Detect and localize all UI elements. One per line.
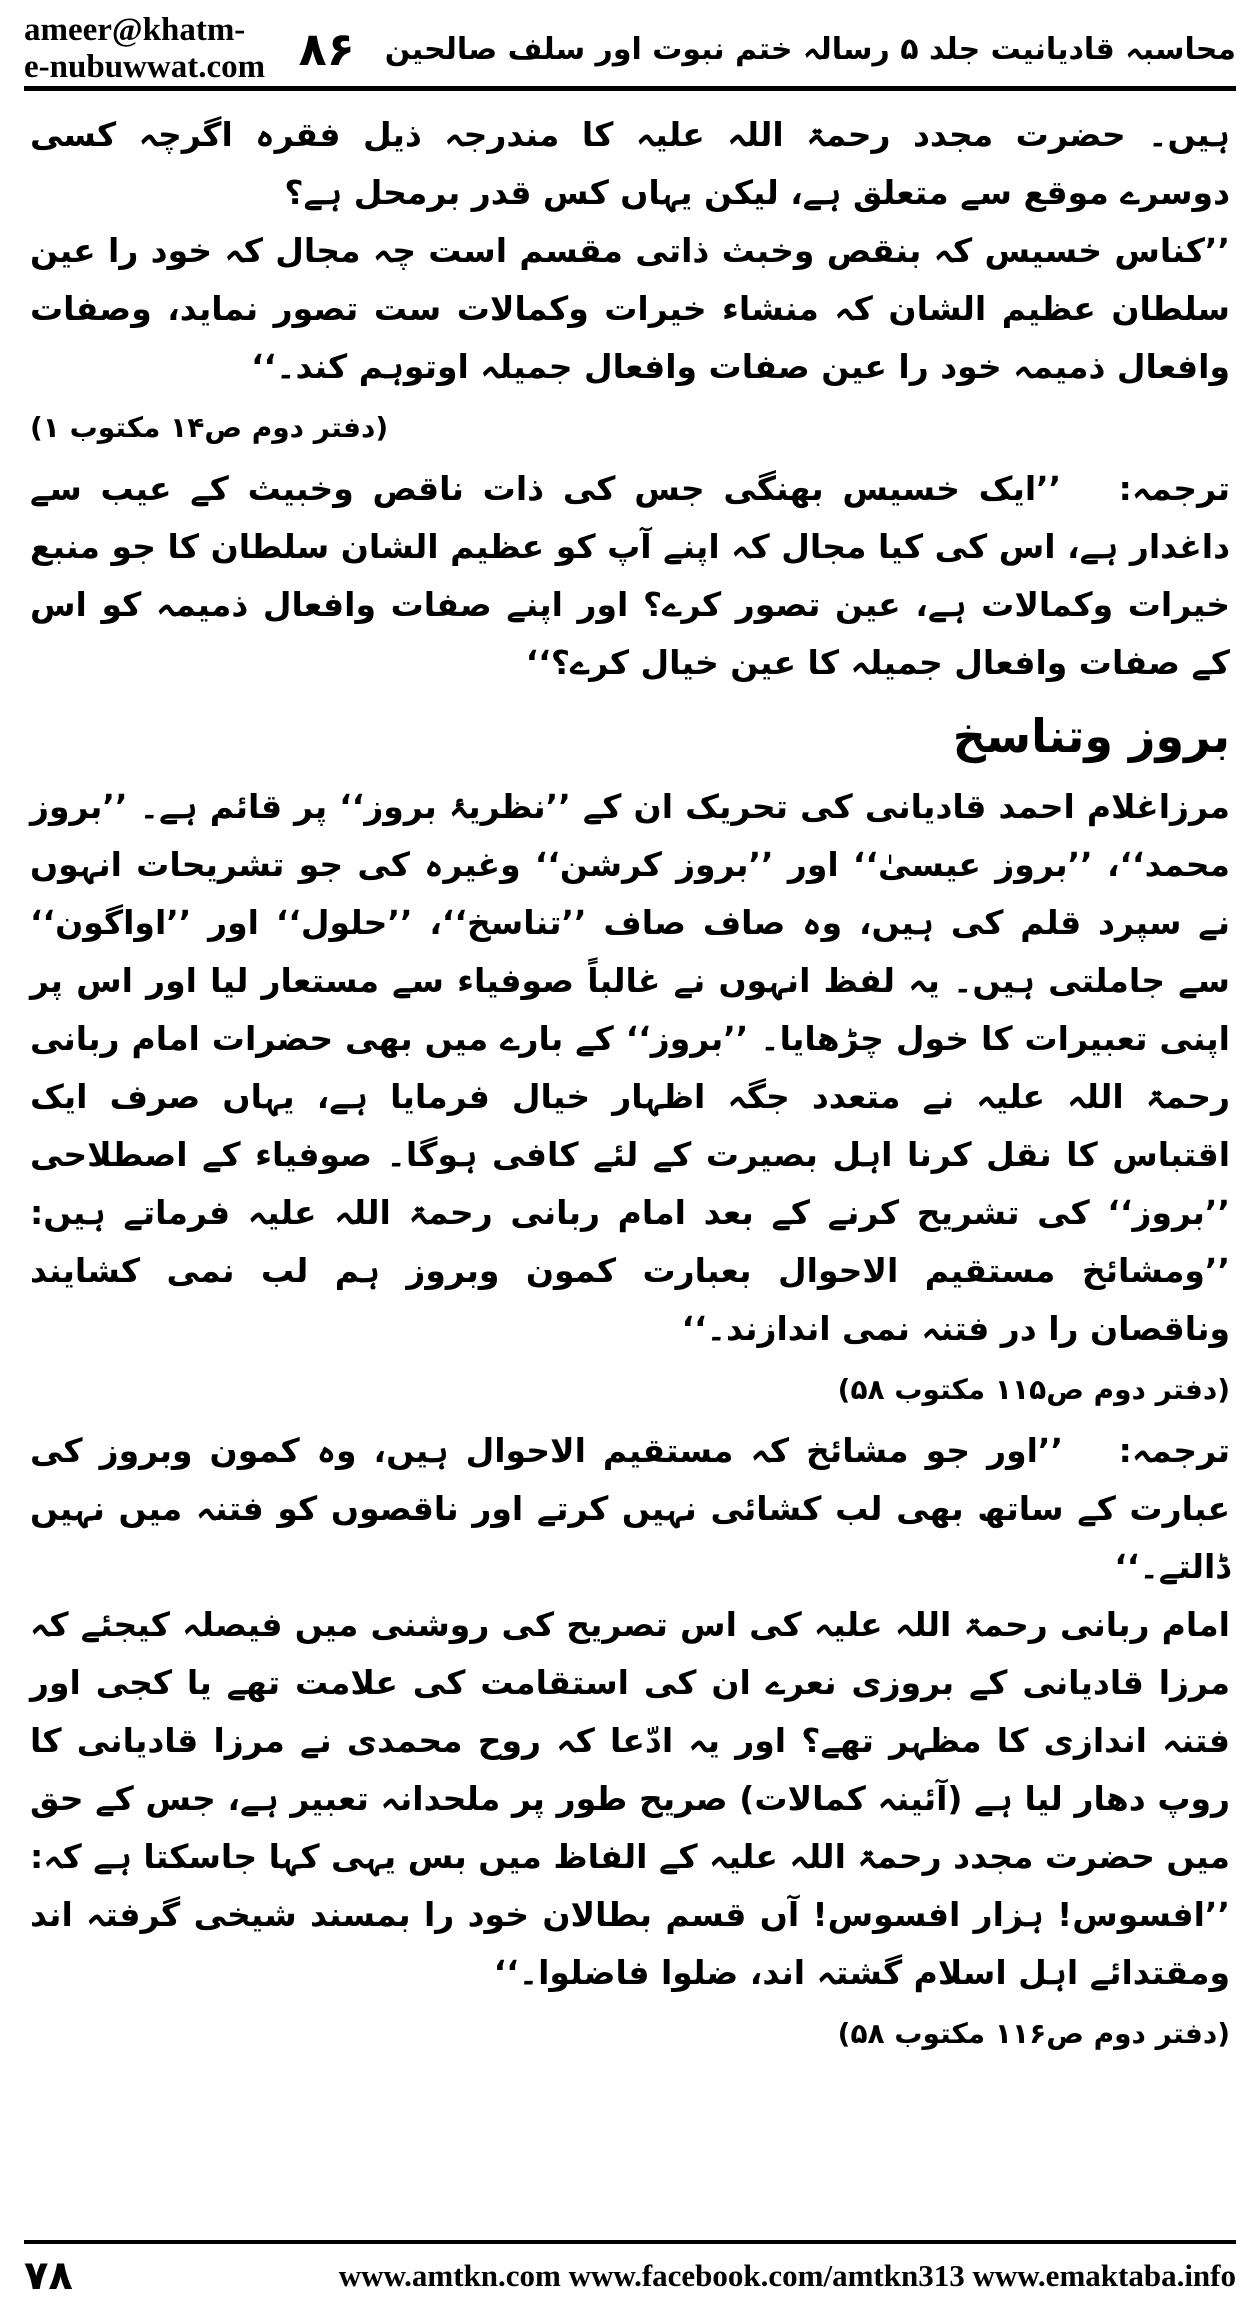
paragraph-buruz: مرزاغلام احمد قادیانی کی تحریک ان کے ’’نظریۂ بروز‘‘ پر قائم ہے۔ ’’بروز محمد‘‘، ’’بروز عیسیٰ‘‘ اور ’’بروز کرشن‘‘ وغیرہ کی جو تشریحات انہوں نے سپرد قلم کی ہیں، وہ صاف صاف ’’تناسخ‘‘، ’’حلول‘‘ اور ’’اواگون‘‘ سے جاملتی ہیں۔ یہ لفظ انہوں نے غالباً صوفیاء سے مستعار لیا اور اس پر اپنی تعبیرات کا خول چڑھایا۔ ’’بروز‘‘ کے بارے میں بھی حضرات امام ربانی رحمۃ اللہ علیہ نے متعدد جگہ اظہار خیال فرمایا ہے، یہاں صرف ایک اقتباس کا نقل کرنا اہل بصیرت کے لئے کافی ہوگا۔ صوفیاء کے اصطلاحی ’’بروز‘‘ کی تشریح کرنے کے بعد امام ربانی رحمۃ اللہ علیہ فرماتے ہیں: ’’ومشائخ مستقیم الاحوال بعبارت کمون وبروز ہم لب نمی کشایند وناقصان را در فتنہ نمی اندازند۔‘‘ [30,787,1230,1348]
header-running-title: محاسبہ قادیانیت جلد ۵ رسالہ ختم نبوت اور سلف صالحین [384,31,1236,67]
reference-2: (دفتر دوم ص۱۱۵ مکتوب ۵۸) [837,1373,1230,1406]
page-body [30,106,1230,2224]
footer-divider [24,2240,1236,2244]
section-heading: بروز وتناسخ [952,709,1230,763]
paragraph-intro: ہیں۔ حضرت مجدد رحمۃ اللہ علیہ کا مندرجہ ذیل فقرہ اگرچہ کسی دوسرے موقع سے متعلق ہے، لیکن یہاں کس قدر برمحل ہے؟ [30,115,1230,212]
quote-persian-1: ’’کناس خسیس کہ بنقص وخبث ذاتی مقسم است چہ مجال کہ خود را عین سلطان عظیم الشان کہ منشاء خیرات وکمالات ست تصور نماید، وصفات وافعال ذمیمہ خود را عین صفات وافعال جمیلہ اوتوہم کند۔‘‘ [30,231,1230,386]
translation-label: ترجمہ: [1118,469,1230,508]
translation-2 [30,1422,1230,1596]
paragraph-conclusion: امام ربانی رحمۃ اللہ علیہ کی اس تصریح کی روشنی میں فیصلہ کیجئے کہ مرزا قادیانی کے بروزی نعرے ان کی استقامت کی علامت تھے یا کجی اور فتنہ اندازی کا مظہر تھے؟ اور یہ ادّعا کہ روح محمدی نے مرزا قادیانی کا روپ دھار لیا ہے (آئینہ کمالات) صریح طور پر ملحدانہ تعبیر ہے، جس کے حق میں حضرت مجدد رحمۃ اللہ علیہ کے الفاظ میں بس یہی کہا جاسکتا ہے کہ: ’’افسوس! ہزار افسوس! آں قسم بطالان خود را بمسند شیخی گرفتہ اند ومقتدائے اہل اسلام گشتہ اند، ضلوا فاضلوا۔‘‘ [30,1605,1230,1992]
page-header [24,12,1236,85]
footer-page-number: ۷۸ [24,2253,73,2299]
footer-website-links: www.amtkn.com www.facebook.com/amtkn313 www.emaktaba.info [338,2258,1236,2293]
translation-text: ’’اور جو مشائخ کہ مستقیم الاحوال ہیں، وہ کمون وبروز کی عبارت کے ساتھ بھی لب کشائی نہیں کرتے اور ناقصوں کو فتنہ میں نہیں ڈالتے۔‘‘ [30,1431,1230,1586]
reference-3: (دفتر دوم ص۱۱۶ مکتوب ۵۸) [837,2017,1230,2050]
header-email: ameer@khatm-e-nubuwwat.com [24,12,266,85]
translation-text: ’’ایک خسیس بھنگی جس کی ذات ناقص وخبیث کے عیب سے داغدار ہے، اس کی کیا مجال کہ اپنے آپ کو عظیم الشان سلطان کا جو منبع خیرات وکمالات ہے، عین تصور کرے؟ اور اپنے صفات وافعال ذمیمہ کو اس کے صفات وافعال جمیلہ کا عین خیال کرے؟‘‘ [30,469,1230,682]
header-page-number: ۸۶ [298,22,355,76]
header-divider [24,86,1236,91]
page-footer [24,2248,1236,2304]
translation-label: ترجمہ: [1118,1431,1230,1470]
reference-1: (دفتر دوم ص۱۴ مکتوب ۱) [30,411,389,444]
translation-1 [30,460,1230,692]
